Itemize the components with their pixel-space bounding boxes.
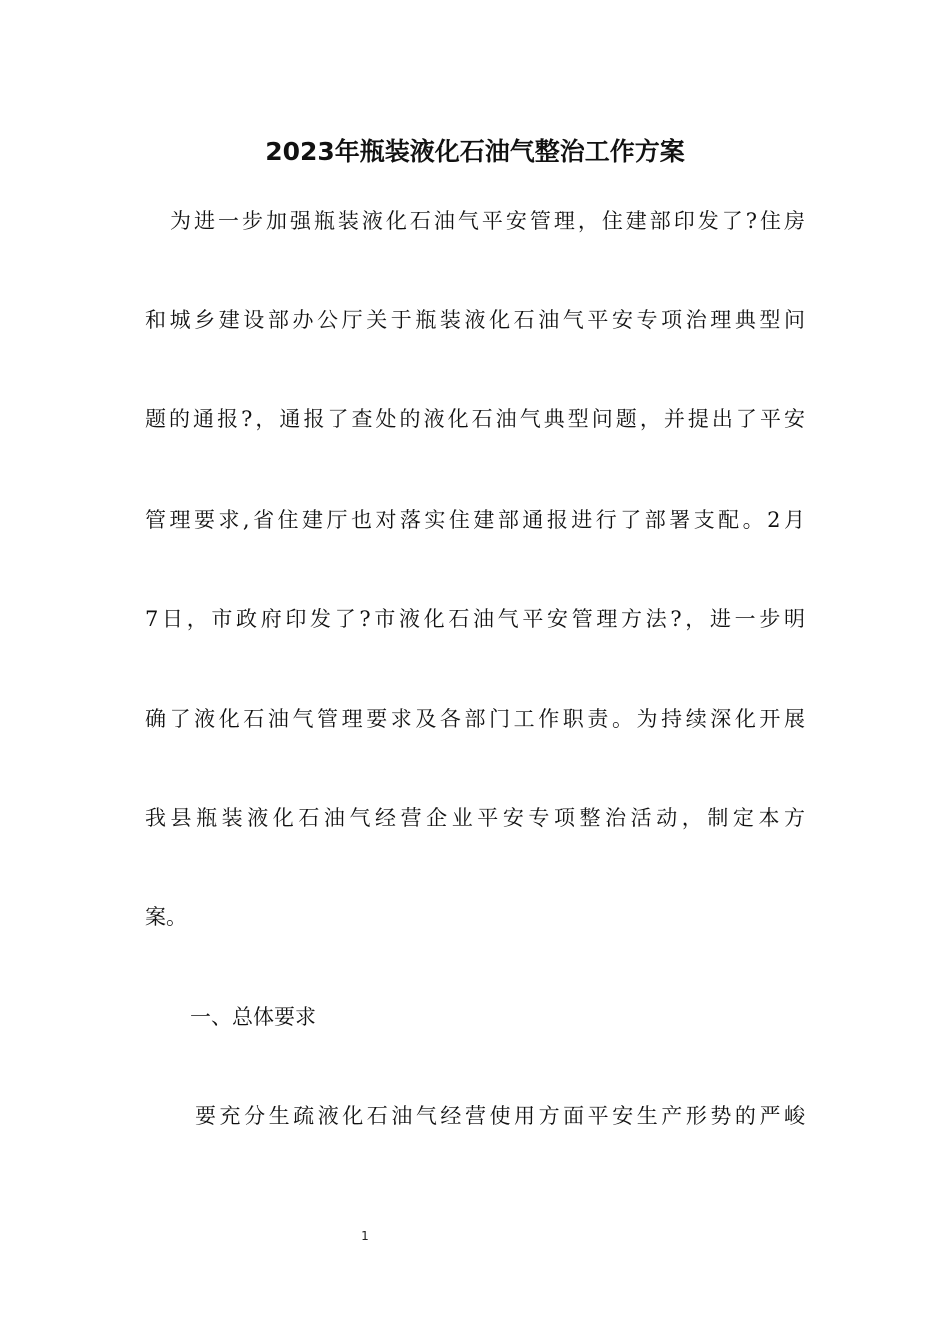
- paragraph-line: 我县瓶装液化石油气经营企业平安专项整治活动，制定本方: [145, 806, 805, 830]
- paragraph-line: 管理要求,省住建厅也对落实住建部通报进行了部署支配。2月: [145, 508, 805, 532]
- paragraph-line: 案。: [145, 905, 187, 929]
- paragraph-line: 7日，市政府印发了?市液化石油气平安管理方法?，进一步明: [145, 607, 805, 631]
- page-number: 1: [361, 1229, 369, 1243]
- paragraph-line: 和城乡建设部办公厅关于瓶装液化石油气平安专项治理典型问: [145, 308, 805, 332]
- paragraph-line: 要充分生疏液化石油气经营使用方面平安生产形势的严峻: [195, 1104, 805, 1128]
- paragraph-line: 题的通报?，通报了查处的液化石油气典型问题，并提出了平安: [145, 407, 805, 431]
- paragraph-line: 为进一步加强瓶装液化石油气平安管理，住建部印发了?住房: [170, 209, 805, 233]
- paragraph-line: 确了液化石油气管理要求及各部门工作职责。为持续深化开展: [145, 707, 805, 731]
- document-title: 2023年瓶装液化石油气整治工作方案: [265, 137, 685, 166]
- section-heading: 一、总体要求: [190, 1005, 316, 1029]
